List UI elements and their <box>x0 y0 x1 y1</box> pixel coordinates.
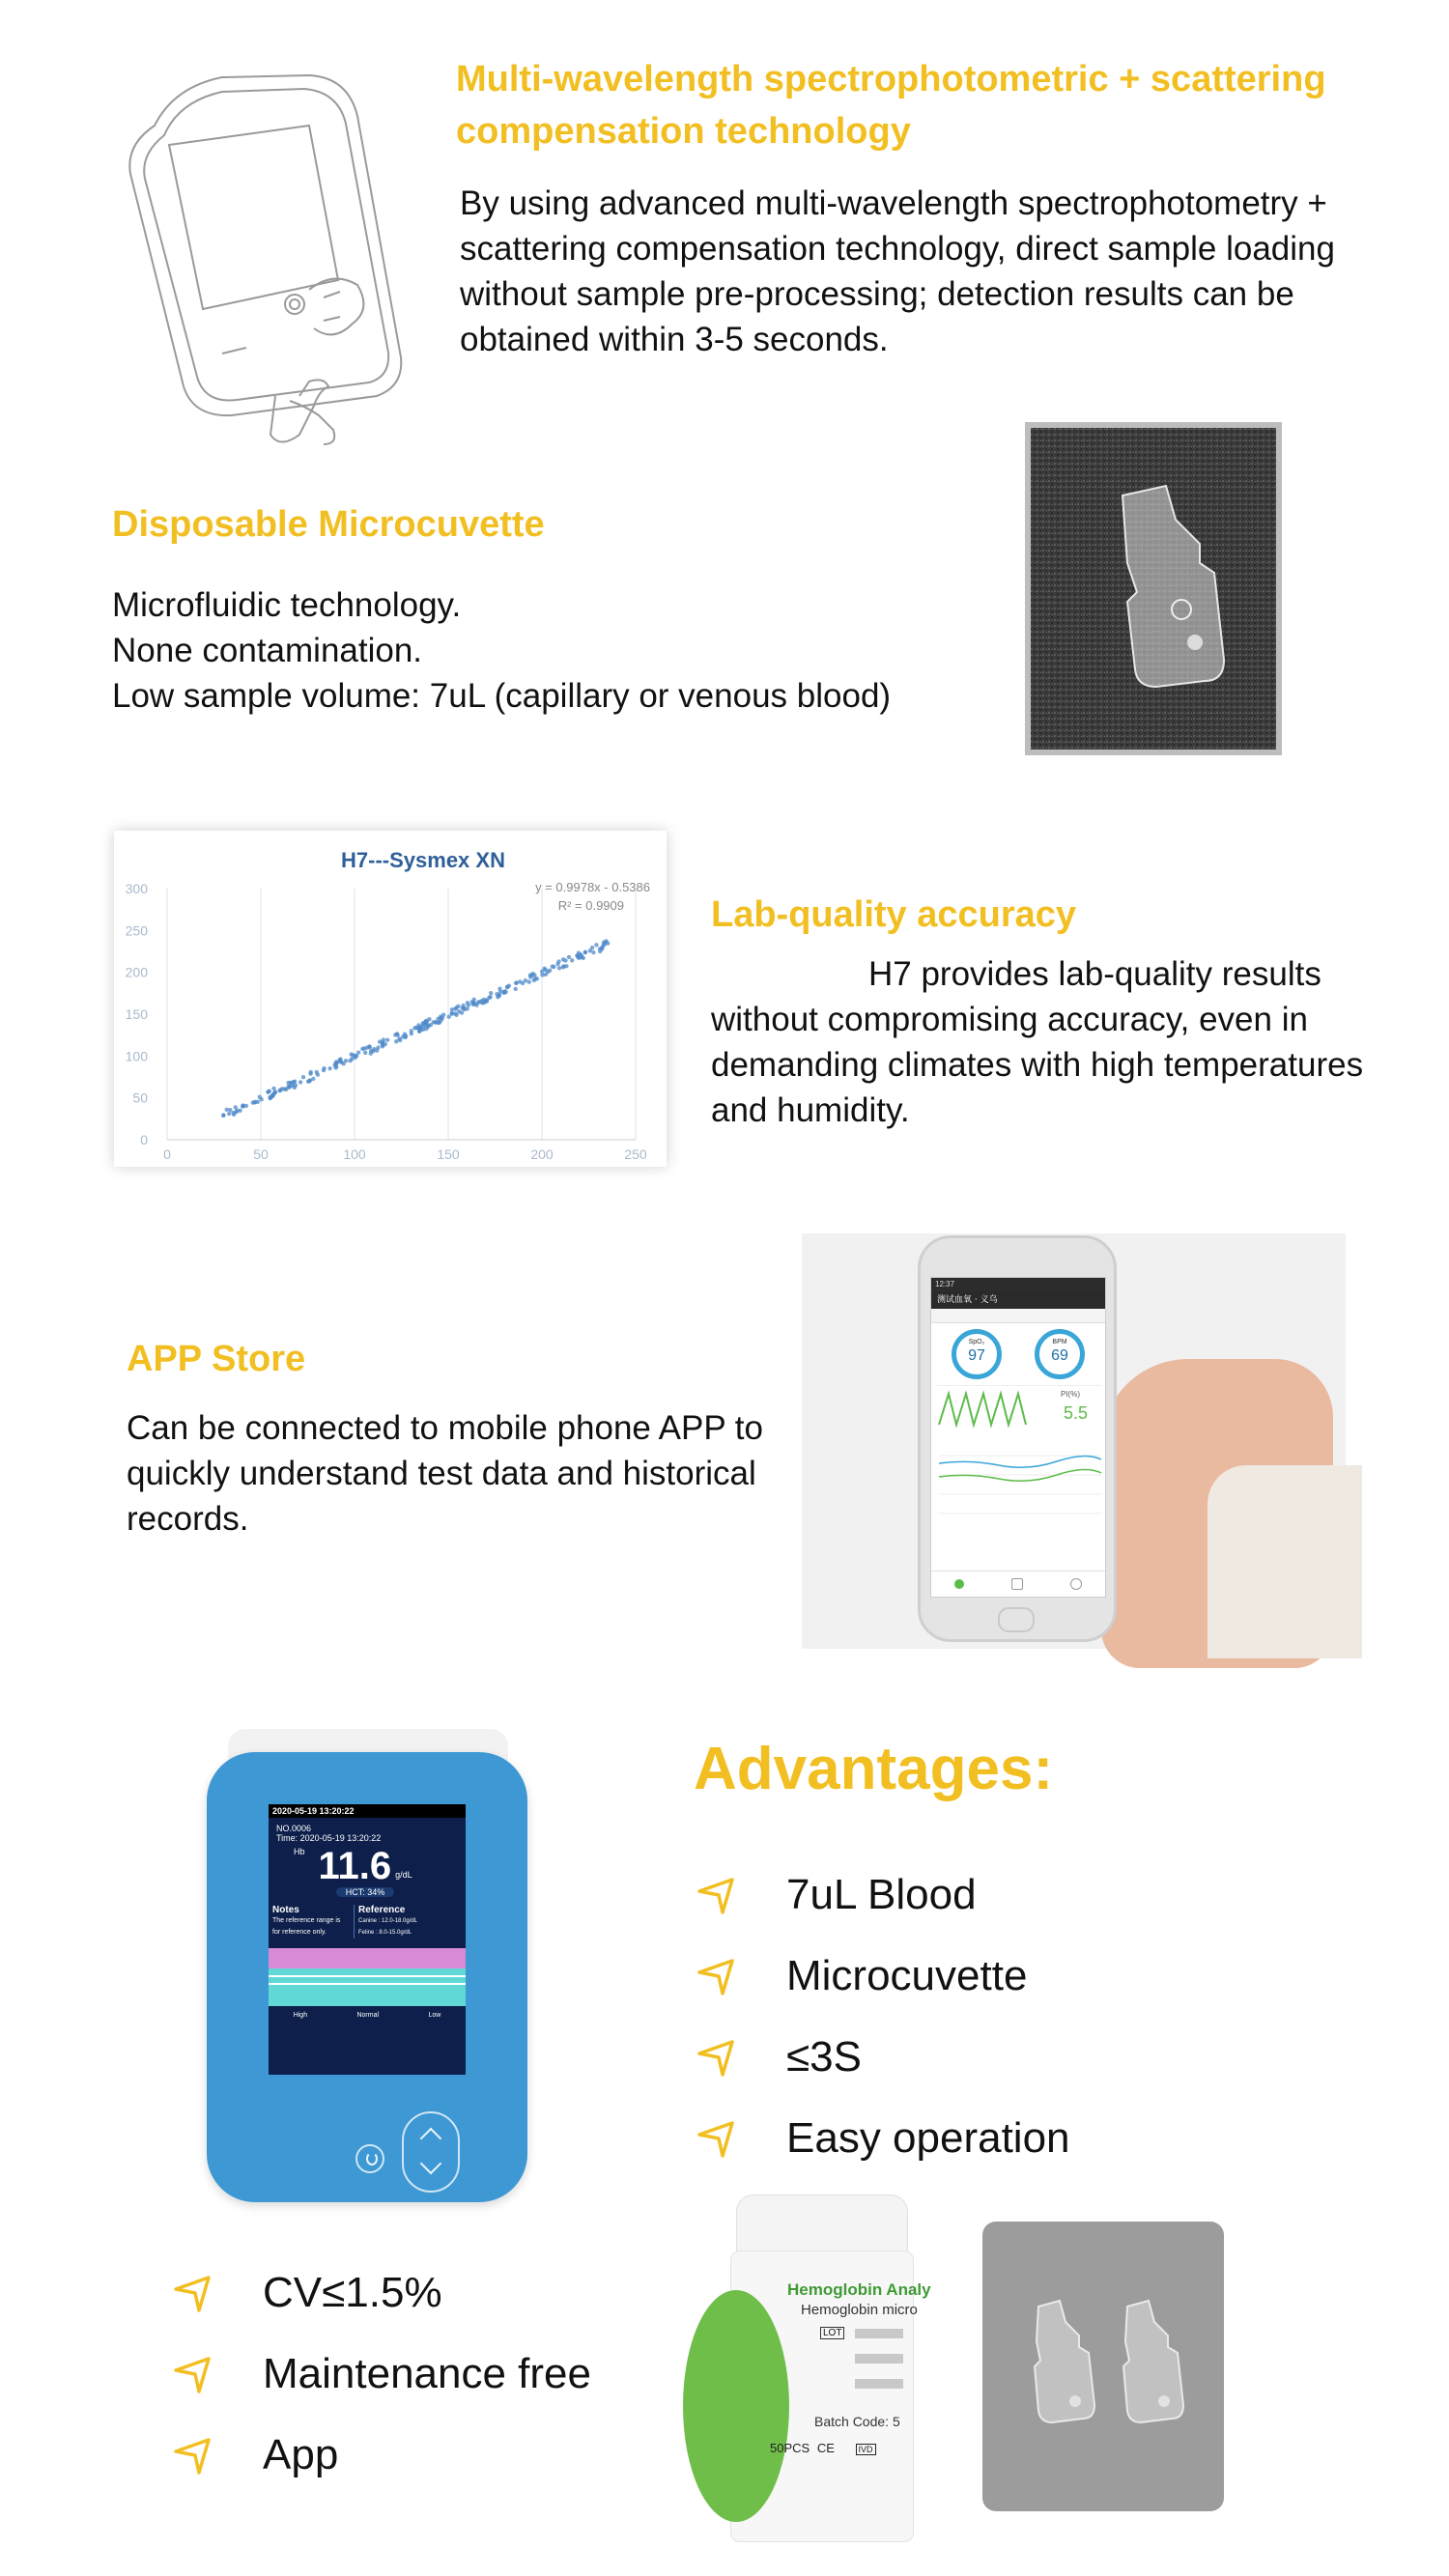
scatter-point <box>417 1029 421 1033</box>
phone-app-photo <box>802 1233 1346 1649</box>
scatter-point <box>292 1080 296 1084</box>
microcuvette-photo <box>1025 422 1282 755</box>
home-tab-icon[interactable] <box>954 1579 964 1589</box>
scatter-point <box>307 1079 311 1083</box>
advantage-text: Maintenance free <box>263 2350 591 2397</box>
scatter-point <box>369 1049 373 1053</box>
section-2-title: Disposable Microcuvette <box>112 504 545 545</box>
bottle-brand: Hemoglobin Analy <box>787 2280 931 2299</box>
pleth-wave <box>935 1386 1041 1434</box>
section-1-title: Multi-wavelength spectrophotometric + scattering compensation technology <box>456 59 1326 152</box>
bpm-value: 69 <box>1051 1347 1068 1364</box>
y-tick-label: 50 <box>132 1090 148 1106</box>
bottle-subtitle: Hemoglobin micro <box>801 2302 918 2318</box>
device-hb-label: Hb <box>294 1847 305 1856</box>
scatter-point <box>496 995 499 999</box>
scatter-point <box>546 970 550 974</box>
device-hb-value: 11.6 <box>318 1845 392 1887</box>
x-tick-label: 200 <box>530 1146 554 1162</box>
scatter-point <box>315 1070 319 1074</box>
scatter-point <box>256 1100 260 1104</box>
y-tick-label: 150 <box>125 1006 148 1022</box>
scatter-point <box>591 950 595 954</box>
scatter-point <box>598 949 602 953</box>
scatter-point <box>480 1001 484 1005</box>
scatter-point <box>449 1011 453 1015</box>
scatter-point <box>527 979 531 983</box>
scatter-point <box>322 1066 326 1070</box>
bottle-lot: LOT <box>820 2327 844 2339</box>
advantage-text: Easy operation <box>786 2114 1070 2162</box>
scatter-point <box>461 1004 465 1007</box>
scatter-point <box>278 1088 282 1091</box>
scatter-point <box>327 1066 331 1070</box>
scatter-point <box>514 987 518 991</box>
section-3-body-text: H7 provides lab-quality results without compromising accuracy, even in demanding climates with high temperatures and humidity. <box>711 955 1364 1129</box>
power-button[interactable] <box>355 2144 384 2173</box>
advantage-text: 7uL Blood <box>786 1871 977 1918</box>
scatter-point <box>234 1105 238 1109</box>
scatter-point <box>381 1040 384 1044</box>
scatter-point <box>456 1005 460 1008</box>
bottle-ivd: IVD <box>856 2444 876 2455</box>
scatter-point <box>360 1047 364 1051</box>
trend-chart <box>931 1436 1103 1523</box>
scatter-point <box>268 1095 271 1099</box>
spo2-label: SpO₂ <box>968 1339 985 1345</box>
scatter-point <box>469 1000 473 1004</box>
advantage-item <box>697 1854 1070 1936</box>
arrow-icon <box>174 2274 213 2312</box>
scatter-point <box>232 1113 236 1117</box>
advantage-item <box>697 2098 1070 2179</box>
device-ref-canine: Canine : 12.0-18.0g/dL <box>358 1918 418 1924</box>
device-legend-high: High <box>293 2012 308 2019</box>
scatter-point <box>561 965 565 969</box>
scatter-point <box>557 966 561 970</box>
scatter-point <box>338 1059 342 1062</box>
chart-r2: R² = 0.9909 <box>557 898 624 913</box>
scatter-point <box>439 1016 442 1020</box>
scatter-point <box>397 1036 401 1040</box>
device-legend-normal: Normal <box>356 2012 380 2019</box>
advantage-text: App <box>263 2431 339 2478</box>
advantage-text: CV≤1.5% <box>263 2269 442 2316</box>
down-arrow-icon[interactable] <box>420 2153 442 2175</box>
device-screen <box>269 1804 466 2075</box>
scatter-point <box>291 1084 295 1088</box>
y-tick-label: 0 <box>140 1132 148 1147</box>
x-tick-label: 150 <box>437 1146 460 1162</box>
scatter-point <box>221 1114 225 1118</box>
section-3-title: Lab-quality accuracy <box>711 894 1077 935</box>
report-tab-icon[interactable] <box>1011 1578 1023 1590</box>
power-icon <box>366 2152 378 2166</box>
phone-app-header: 测试血氧 · 义乌 <box>931 1291 1105 1309</box>
advantage-text: ≤3S <box>786 2033 862 2081</box>
scatter-point <box>467 1003 470 1006</box>
bpm-label: BPM <box>1052 1339 1067 1345</box>
section-4-body: Can be connected to mobile phone APP to quickly understand test data and historical records. <box>127 1409 764 1538</box>
bottle-batch: Batch Code: 5 <box>814 2414 900 2429</box>
section-1-body: By using advanced multi-wavelength spectrophotometry + scattering compensation technology, direct sample loading without sample pre-processing; detection results can be obtained within 3-5 seconds. <box>460 184 1335 358</box>
device-legend-low: Low <box>428 2012 441 2019</box>
scatter-point <box>349 1052 353 1056</box>
scatter-point <box>258 1094 262 1098</box>
scatter-point <box>441 1012 445 1016</box>
scatter-point <box>514 981 518 985</box>
device-notes-title: Notes <box>272 1905 299 1915</box>
chart-title: H7---Sysmex XN <box>341 848 505 872</box>
scatter-point <box>484 998 488 1002</box>
x-tick-label: 250 <box>624 1146 647 1162</box>
microcuvettes-photo <box>982 2222 1224 2511</box>
arrow-icon <box>697 1876 736 1914</box>
device-range-bar <box>269 1948 466 2006</box>
scatter-point <box>582 956 585 960</box>
scatter-point <box>528 973 532 977</box>
scatter-point <box>583 950 587 954</box>
device-datetime: 2020-05-19 13:20:22 <box>269 1804 466 1818</box>
scatter-point <box>505 984 509 988</box>
scatter-point <box>401 1034 405 1038</box>
spo2-value: 97 <box>968 1347 985 1364</box>
scatter-point <box>418 1025 422 1029</box>
scatter-point <box>412 1026 416 1030</box>
advantage-text: Microcuvette <box>786 1952 1028 1999</box>
scatter-point <box>454 1013 458 1017</box>
x-tick-label: 100 <box>343 1146 366 1162</box>
scatter-point <box>450 1007 454 1011</box>
scatter-point <box>594 943 598 947</box>
arrow-icon <box>174 2355 213 2393</box>
scatter-point <box>447 1014 451 1018</box>
profile-tab-icon[interactable] <box>1070 1578 1082 1590</box>
advantages-list-left <box>174 2252 591 2496</box>
advantage-item <box>174 2252 591 2334</box>
scatter-point <box>540 970 544 974</box>
scatter-point <box>354 1054 357 1058</box>
scatter-point <box>502 989 506 993</box>
scatter-point <box>376 1045 380 1049</box>
scatter-point <box>570 958 574 962</box>
advantage-item <box>174 2334 591 2415</box>
x-tick-label: 0 <box>163 1146 171 1162</box>
bpm-gauge <box>1035 1329 1085 1379</box>
scatter-point <box>563 958 567 962</box>
scatter-point <box>551 964 554 968</box>
hemoglobin-device <box>189 1729 545 2212</box>
bottle-ce: CE <box>816 2441 835 2455</box>
y-tick-label: 250 <box>125 922 148 939</box>
scatter-point <box>575 954 579 958</box>
advantages-list-right <box>697 1854 1070 2179</box>
pi-label: PI(%) <box>1061 1390 1080 1399</box>
microcuvette-bottle <box>730 2194 931 2542</box>
scatter-point <box>266 1090 270 1093</box>
chart-equation: y = 0.9978x - 0.5386 <box>535 880 650 894</box>
arrow-icon <box>697 2038 736 2077</box>
scatter-point <box>533 977 537 980</box>
phone-frame: 12:37 测试血氧 · 义乌 SpO₂ 97 BPM 69 PI(%) 5.5 <box>918 1235 1117 1642</box>
advantage-item <box>697 1936 1070 2017</box>
section-3-body <box>711 951 1368 1133</box>
x-tick-label: 50 <box>253 1146 269 1162</box>
arrow-icon <box>697 2119 736 2158</box>
scatter-point <box>344 1059 348 1062</box>
device-record-no: NO.0006 <box>276 1824 312 1833</box>
scatter-point <box>367 1044 371 1048</box>
scatter-point <box>460 1010 464 1014</box>
device-ref-feline: Feline : 8.0-15.0g/dL <box>358 1930 412 1936</box>
scatter-point <box>301 1075 305 1079</box>
scatter-point <box>521 981 525 985</box>
arrow-icon <box>174 2436 213 2475</box>
y-tick-label: 200 <box>125 964 148 980</box>
device-hct: HCT: 34% <box>336 1887 394 1897</box>
y-tick-label: 300 <box>125 881 148 896</box>
device-hb-unit: g/dL <box>395 1870 412 1880</box>
scatter-point <box>395 1033 399 1036</box>
scatter-point <box>273 1090 277 1093</box>
section-4-title: APP Store <box>127 1339 306 1379</box>
advantages-title: Advantages: <box>694 1736 1054 1802</box>
arrow-icon <box>697 1957 736 1996</box>
scatter-point <box>298 1080 302 1084</box>
scatter-point <box>604 939 608 943</box>
scatter-point <box>241 1104 244 1108</box>
scatter-point <box>287 1085 291 1089</box>
scatter-point <box>363 1051 367 1055</box>
scatter-point <box>421 1021 425 1025</box>
advantage-item <box>697 2017 1070 2098</box>
nav-buttons[interactable] <box>402 2111 460 2193</box>
scatter-plot <box>114 831 667 1167</box>
device-notes-text: The reference range is for reference only. <box>272 1917 341 1936</box>
device-time: Time: 2020-05-19 13:20:22 <box>276 1833 382 1843</box>
bottle-count: 50PCS <box>770 2441 810 2455</box>
scatter-point <box>410 1032 413 1035</box>
correlation-chart <box>114 831 667 1167</box>
advantage-item <box>174 2415 591 2496</box>
scatter-point <box>426 1024 430 1028</box>
up-arrow-icon[interactable] <box>420 2128 442 2150</box>
pi-value: 5.5 <box>1063 1403 1088 1423</box>
device-line-drawing <box>116 68 406 444</box>
device-ref-title: Reference <box>358 1905 406 1915</box>
section-2-body: Microfluidic technology. None contamination. Low sample volume: 7uL (capillary or venous blood) <box>112 586 892 715</box>
scatter-point <box>308 1071 312 1075</box>
scatter-point <box>462 1007 466 1011</box>
scatter-point <box>488 995 492 999</box>
scatter-point <box>474 1004 478 1007</box>
y-tick-label: 100 <box>125 1048 148 1064</box>
scatter-point <box>225 1108 229 1112</box>
scatter-point <box>333 1065 337 1069</box>
scatter-point <box>227 1112 231 1116</box>
scatter-point <box>567 955 571 959</box>
scatter-point <box>489 991 493 995</box>
scatter-point <box>556 959 560 963</box>
scatter-point <box>437 1021 440 1025</box>
scatter-point <box>385 1038 389 1042</box>
spo2-gauge <box>952 1329 1002 1379</box>
scatter-point <box>425 1019 429 1023</box>
